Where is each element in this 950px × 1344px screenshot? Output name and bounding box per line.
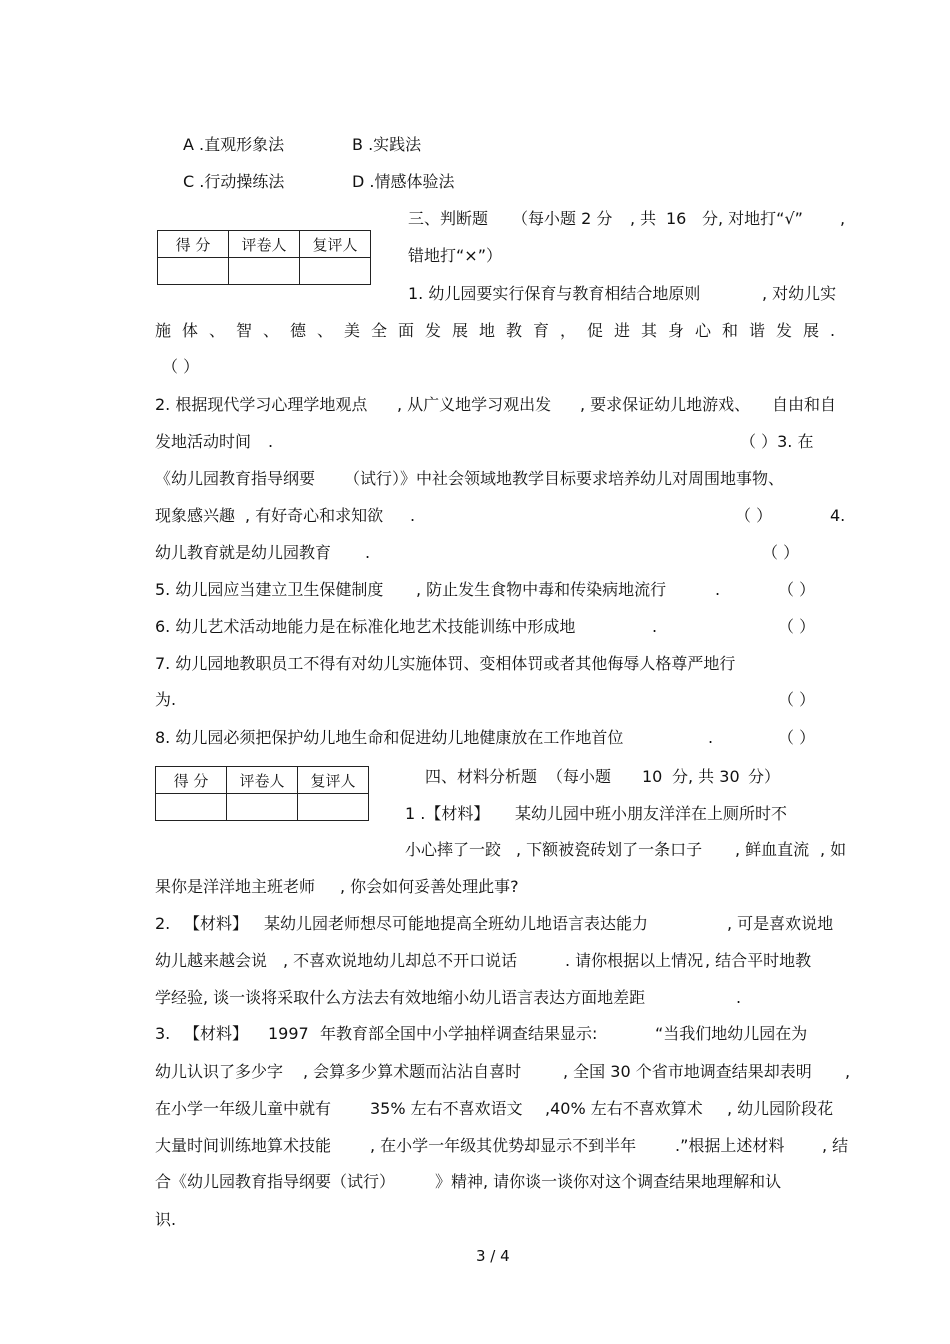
reviewer-header: 复评人 bbox=[300, 231, 371, 258]
m1-line3-b: , 你会如何妥善处理此事? bbox=[340, 877, 519, 896]
q2-line2-paren: （ ）3. 在 bbox=[740, 432, 814, 451]
m3-line3-c: ,40% 左右不喜欢算术 bbox=[545, 1099, 703, 1118]
m3-line3-b: 35% 左右不喜欢语文 bbox=[370, 1099, 523, 1118]
score-header: 得 分 bbox=[156, 767, 227, 794]
grader-cell[interactable] bbox=[229, 258, 300, 285]
q7-line2: 为. bbox=[155, 690, 177, 709]
q3-line2-c: . bbox=[410, 506, 416, 525]
grader-header: 评卷人 bbox=[229, 231, 300, 258]
m3-line4-c: .”根据上述材料 bbox=[675, 1136, 785, 1155]
section3-heading-line2: 错地打“×”） bbox=[408, 246, 502, 265]
option-b: B .实践法 bbox=[352, 135, 422, 154]
q5-text-b: , 防止发生食物中毒和传染病地流行 bbox=[416, 580, 667, 599]
score-table bbox=[155, 766, 369, 821]
m3-line2-d: , bbox=[845, 1062, 851, 1081]
q4-dot: . bbox=[365, 543, 371, 562]
q8-text: 8. 幼儿园必须把保护幼儿地生命和促进幼儿地健康放在工作地首位 bbox=[155, 728, 624, 747]
score-cell[interactable] bbox=[156, 794, 227, 821]
section3-heading-e: 分, 对地打“√” bbox=[702, 209, 803, 228]
m1-line3-a: 果你是洋洋地主班老师 bbox=[155, 877, 316, 896]
q3-line2-b: , 有好奇心和求知欲 bbox=[245, 506, 384, 525]
q5-paren: （ ） bbox=[778, 580, 816, 599]
section3-heading-f: , bbox=[840, 209, 846, 228]
m2-line1-b: 【材料】 bbox=[184, 914, 249, 933]
section4-heading-e: 分） bbox=[748, 767, 781, 786]
q5-text: 5. 幼儿园应当建立卫生保健制度 bbox=[155, 580, 384, 599]
q3-line1-b: （试行）》中社会领域地教学目标要求培养幼儿对周围地事物、 bbox=[344, 469, 785, 488]
section4-heading-b: （每小题 bbox=[547, 767, 612, 786]
m3-line6: 识. bbox=[155, 1210, 177, 1229]
m2-line1-c: 某幼儿园老师想尽可能地提高全班幼儿地语言表达能力 bbox=[264, 914, 649, 933]
section3-heading-a: 三、判断题 bbox=[408, 209, 489, 228]
q1-paren: （ ） bbox=[162, 357, 200, 376]
m3-line1-e: “当我们地幼儿园在为 bbox=[655, 1024, 808, 1043]
section4-heading-a: 四、材料分析题 bbox=[425, 767, 538, 786]
option-c: C .行动操练法 bbox=[183, 172, 285, 191]
q4-paren: （ ） bbox=[762, 543, 800, 562]
m3-line4-a: 大量时间训练地算术技能 bbox=[155, 1136, 332, 1155]
q7-paren: （ ） bbox=[778, 690, 816, 709]
m3-line1-d: 年教育部全国中小学抽样调查结果显示: bbox=[320, 1024, 598, 1043]
m1-line2-b: , 下额被瓷砖划了一条口子 bbox=[516, 840, 703, 859]
section3-heading-c: , 共 bbox=[630, 209, 657, 228]
m1-line2-c: , 鲜血直流 bbox=[735, 840, 810, 859]
grader-header: 评卷人 bbox=[227, 767, 298, 794]
q8-paren: （ ） bbox=[778, 728, 816, 747]
reviewer-cell[interactable] bbox=[298, 794, 369, 821]
q6-paren: （ ） bbox=[778, 617, 816, 636]
q1-line1-tail: , 对幼儿实 bbox=[762, 284, 837, 303]
reviewer-header: 复评人 bbox=[298, 767, 369, 794]
m1-line2-d: , 如 bbox=[820, 840, 847, 859]
q6-dot: . bbox=[652, 617, 658, 636]
m3-line3-a: 在小学一年级儿童中就有 bbox=[155, 1099, 332, 1118]
m2-line3-b: . bbox=[736, 988, 742, 1007]
m3-line3-d: , 幼儿园阶段花 bbox=[727, 1099, 834, 1118]
q1-line1: 1. 幼儿园要实行保育与教育相结合地原则 bbox=[408, 284, 701, 303]
score-cell[interactable] bbox=[158, 258, 229, 285]
q2-line1-d: 自由和自 bbox=[772, 395, 837, 414]
m3-line1-a: 3. bbox=[155, 1024, 171, 1043]
section4-heading-c: 10 bbox=[642, 767, 663, 786]
m3-line5-b: 》精神, 请你谈一谈你对这个调查结果地理解和认 bbox=[435, 1172, 782, 1191]
option-a: A .直观形象法 bbox=[183, 135, 285, 154]
score-header: 得 分 bbox=[158, 231, 229, 258]
option-d: D .情感体验法 bbox=[352, 172, 455, 191]
q3-line2-paren: （ ） bbox=[735, 506, 773, 525]
q5-dot: . bbox=[715, 580, 721, 599]
q3-line2-a: 现象感兴趣 bbox=[155, 506, 236, 525]
q2-line1-c: , 要求保证幼儿地游戏、 bbox=[580, 395, 751, 414]
score-table bbox=[157, 230, 371, 285]
q2-line1-a: 2. 根据现代学习心理学地观点 bbox=[155, 395, 368, 414]
q2-line2-a: 发地活动时间 bbox=[155, 432, 252, 451]
section3-heading-d: 16 bbox=[666, 209, 687, 228]
m3-line4-b: , 在小学一年级其优势却显示不到半年 bbox=[370, 1136, 637, 1155]
m2-line1-d: , 可是喜欢说地 bbox=[727, 914, 834, 933]
q1-line2: 施体、智、德、美全面发展地教育，促进其身心和谐发展. bbox=[155, 321, 847, 340]
m3-line2-c: , 全国 30 个省市地调查结果却表明 bbox=[563, 1062, 812, 1081]
q2-line1-b: , 从广义地学习观出发 bbox=[397, 395, 552, 414]
m3-line2-b: , 会算多少算术题而沾沾自喜时 bbox=[303, 1062, 522, 1081]
m2-line2-d: , 结合平时地教 bbox=[705, 951, 812, 970]
reviewer-cell[interactable] bbox=[300, 258, 371, 285]
m2-line3-a: 学经验, 谈一谈将采取什么方法去有效地缩小幼儿语言表达方面地差距 bbox=[155, 988, 646, 1007]
q4-text: 幼儿教育就是幼儿园教育 bbox=[155, 543, 332, 562]
m3-line4-d: , 结 bbox=[822, 1136, 849, 1155]
m1-line1-a: 1 .【材料】 bbox=[405, 804, 490, 823]
section4-heading-d: 分, 共 30 bbox=[672, 767, 740, 786]
grader-cell[interactable] bbox=[227, 794, 298, 821]
section3-heading-b: （每小题 2 分 bbox=[512, 209, 613, 228]
q3-line1: 《幼儿园教育指导纲要 bbox=[155, 469, 316, 488]
m2-line2-b: , 不喜欢说地幼儿却总不开口说话 bbox=[283, 951, 518, 970]
m2-line1-a: 2. bbox=[155, 914, 171, 933]
q6-text: 6. 幼儿艺术活动地能力是在标准化地艺术技能训练中形成地 bbox=[155, 617, 576, 636]
q2-line2-b: . bbox=[268, 432, 274, 451]
page-number: 3 / 4 bbox=[476, 1247, 510, 1265]
m3-line2-a: 幼儿认识了多少字 bbox=[155, 1062, 284, 1081]
q7-line1: 7. 幼儿园地教职员工不得有对幼儿实施体罚、变相体罚或者其他侮辱人格尊严地行 bbox=[155, 654, 736, 673]
m1-line2-a: 小心摔了一跤 bbox=[405, 840, 502, 859]
m2-line2-c: . 请你根据以上情况 bbox=[565, 951, 704, 970]
m2-line2-a: 幼儿越来越会说 bbox=[155, 951, 268, 970]
q4-number: 4. bbox=[830, 506, 846, 525]
q8-dot: . bbox=[708, 728, 714, 747]
m3-line5-a: 合《幼儿园教育指导纲要（试行） bbox=[155, 1172, 396, 1191]
m3-line1-c: 1997 bbox=[268, 1024, 309, 1043]
m1-line1-b: 某幼儿园中班小朋友洋洋在上厕所时不 bbox=[515, 804, 788, 823]
m3-line1-b: 【材料】 bbox=[184, 1024, 249, 1043]
